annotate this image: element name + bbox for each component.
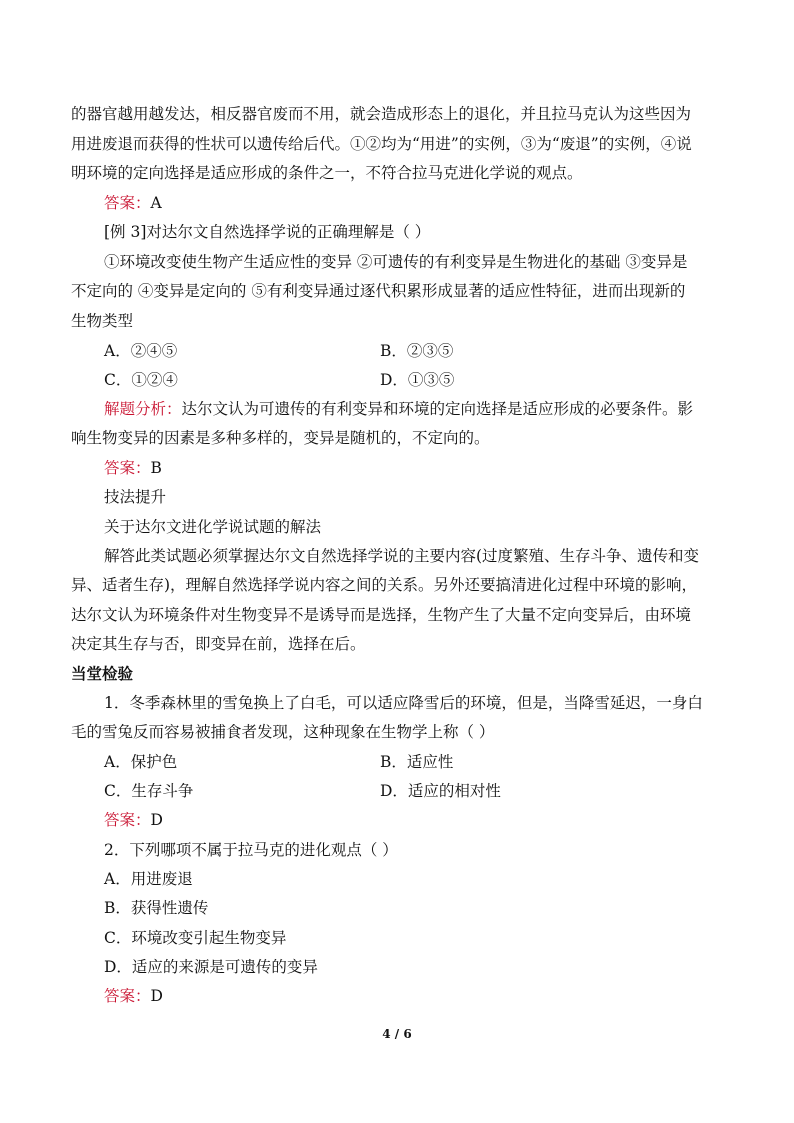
example-3-option-c: C．①②④ bbox=[104, 371, 178, 389]
check-q2-option-b: B．获得性遗传 bbox=[104, 899, 209, 917]
example-3-analysis-line-1 bbox=[104, 398, 693, 420]
example-3-option-d: D．①③⑤ bbox=[380, 371, 455, 389]
example-3-analysis-line-2: 响生物变异的因素是多种多样的，变异是随机的，不定向的。 bbox=[71, 429, 490, 447]
answer-1 bbox=[104, 192, 162, 214]
analysis-text: 达尔文认为可遗传的有利变异和环境的定向选择是适应形成的必要条件。影 bbox=[181, 400, 694, 418]
example-3-statements-line-1: ①环境改变使生物产生适应性的变异 ②可遗传的有利变异是生物进化的基础 ③变异是 bbox=[104, 253, 688, 271]
answer-label: 答案： bbox=[104, 811, 151, 829]
tips-line-4: 决定其生存与否，即变异在前，选择在后。 bbox=[71, 635, 366, 653]
check-q1-option-b: B．适应性 bbox=[380, 753, 454, 771]
tips-subheading: 关于达尔文进化学说试题的解法 bbox=[104, 518, 322, 536]
intro-line-3: 明环境的定向选择是适应形成的条件之一，不符合拉马克进化学说的观点。 bbox=[71, 164, 583, 182]
intro-line-1: 的器官越用越发达，相反器官废而不用，就会造成形态上的退化，并且拉马克认为这些因为 bbox=[71, 105, 692, 123]
page-number: 4 / 6 bbox=[382, 1027, 412, 1041]
example-3-option-a: A．②④⑤ bbox=[104, 342, 178, 360]
example-3-statements-line-3: 生物类型 bbox=[71, 312, 134, 330]
check-heading: 当堂检验 bbox=[71, 664, 134, 683]
answer-label: 答案： bbox=[104, 459, 151, 477]
example-3-option-b: B．②③⑤ bbox=[380, 342, 454, 360]
check-q1-answer bbox=[104, 809, 163, 831]
check-q2-option-a: A．用进废退 bbox=[104, 870, 193, 888]
check-q2: 2．下列哪项不属于拉马克的进化观点（ ） bbox=[104, 841, 398, 859]
answer-value: B bbox=[150, 459, 162, 477]
check-q1-option-a: A．保护色 bbox=[104, 753, 178, 771]
example-3-question: [例 3]对达尔文自然选择学说的正确理解是（ ） bbox=[104, 223, 431, 241]
tips-line-2: 异、适者生存)，理解自然选择学说内容之间的关系。另外还要搞清进化过程中环境的影响， bbox=[71, 576, 698, 594]
check-q1-line-1: 1．冬季森林里的雪兔换上了白毛，可以适应降雪后的环境，但是，当降雪延迟，一身白 bbox=[104, 694, 703, 712]
check-q2-option-d: D．适应的来源是可遗传的变异 bbox=[104, 958, 318, 976]
answer-value: D bbox=[150, 811, 163, 829]
tips-line-3: 达尔文认为环境条件对生物变异不是诱导而是选择，生物产生了大量不定向变异后，由环境 bbox=[71, 606, 692, 624]
check-q1-line-2: 毛的雪兔反而容易被捕食者发现，这种现象在生物学上称（ ） bbox=[71, 723, 495, 741]
check-q1-option-c: C．生存斗争 bbox=[104, 782, 194, 800]
example-3-answer bbox=[104, 457, 162, 479]
tips-heading: 技法提升 bbox=[104, 488, 167, 506]
intro-line-2: 用进废退而获得的性状可以遗传给后代。①②均为“用进”的实例，③为“废退”的实例，④说 bbox=[71, 135, 692, 153]
analysis-label: 解题分析： bbox=[104, 400, 182, 418]
answer-label: 答案： bbox=[104, 194, 151, 212]
answer-value: A bbox=[150, 194, 162, 212]
tips-line-1: 解答此类试题必须掌握达尔文自然选择学说的主要内容(过度繁殖、生存斗争、遗传和变 bbox=[104, 547, 700, 565]
check-q1-option-d: D．适应的相对性 bbox=[380, 782, 501, 800]
answer-value: D bbox=[150, 987, 163, 1005]
check-q2-option-c: C．环境改变引起生物变异 bbox=[104, 929, 287, 947]
example-3-statements-line-2: 不定向的 ④变异是定向的 ⑤有利变异通过逐代积累形成显著的适应性特征，进而出现新的 bbox=[71, 282, 686, 300]
answer-label: 答案： bbox=[104, 987, 151, 1005]
check-q2-answer bbox=[104, 985, 163, 1007]
